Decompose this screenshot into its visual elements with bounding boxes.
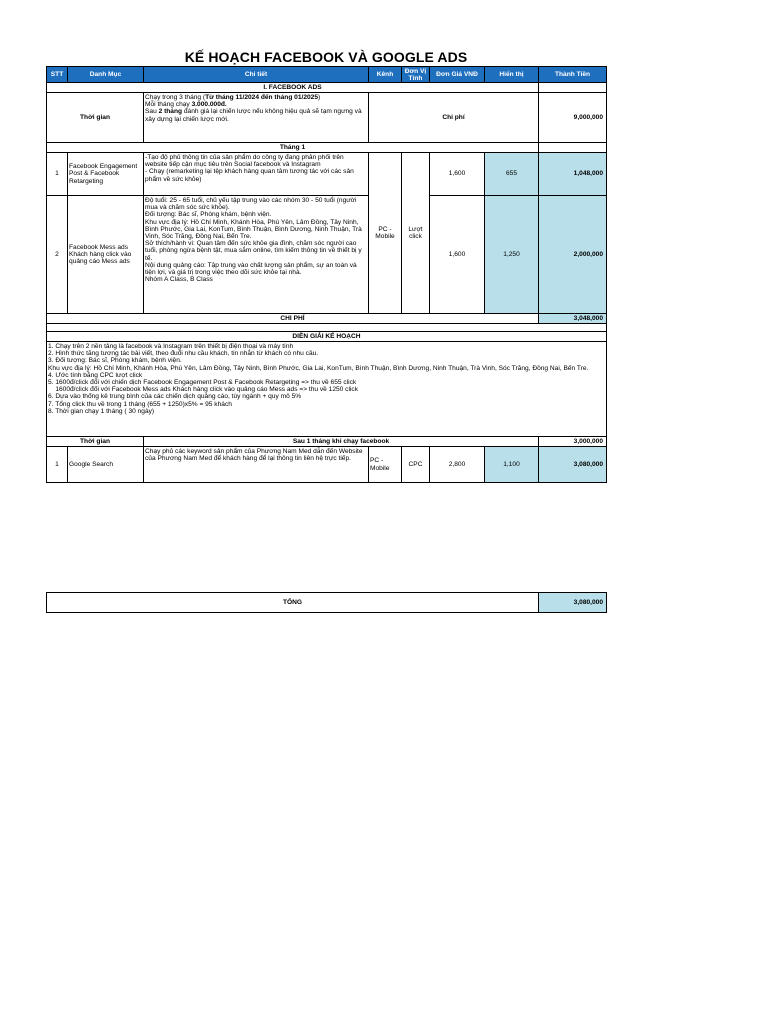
plan-line: 4. Ước tính bằng CPC lượt click [48, 371, 143, 379]
plan-line: 1600đ/click đối với Facebook Mess ads Khách hàng click vào quảng cáo Mess ads => thu về 1250 click [48, 386, 359, 394]
section-facebook-ads: I. FACEBOOK ADS [47, 83, 539, 93]
plan-line: Khu vực địa lý: Hồ Chí Minh, Khánh Hòa, Phú Yên, Lâm Đồng, Tây Ninh, Bình Phước, Gia Lai, KonTum, Bình Thuận, Bình Dương, Ninh Thuận, Trà Vinh, Sóc Trăng, Đồng Nai, Bến Tre. [48, 364, 589, 372]
header-price: Đơn Giá VNĐ [430, 67, 485, 83]
header-channel: Kênh [369, 67, 402, 83]
row-detail: -Tạo độ phủ thông tin của sản phẩm do công ty đang phân phối trên website tiếp cận mục tiêu trên Social facebook và Instagram - Chạy (remarketing lại tệp khách hàng quan tâm tương tác với các sản phẩm về sức khỏe) [144, 153, 369, 196]
plan-line: 5. 1600đ/click đối với chiến dịch Facebook Engagement Post & Facebook Retargeting => thu về 655 click [48, 379, 357, 387]
plan-table [46, 66, 607, 483]
header-detail: Chi tiết [144, 67, 369, 83]
row-detail: Chạy phủ các keyword sản phẩm của Phương Nam Med dẫn đến Website của Phương Nam Med để khách hàng để lại thông tin liên hệ trực tiếp. [144, 447, 369, 483]
row-category: Facebook Mess ads Khách hàng click vào quảng cáo Mess ads [68, 196, 144, 314]
cost-value: 9,000,000 [539, 93, 607, 143]
row-detail: Độ tuổi: 25 - 65 tuổi, chủ yếu tập trung vào các nhóm 30 - 50 tuổi (người mua và chăm sóc sức khỏe). Đối tượng: Bác sĩ, Phòng khám, bệnh viện. Khu vực địa lý: Hồ Chí Minh, Khánh Hòa, Phú Yên, Lâm Đồng, Tây Ninh, Bình Phước, Gia Lai, KonTum, Bình Thuận, Bình Dương, Ninh Thuận, Trà Vinh, Sóc Trăng, Đồng Nai, Bến Tre. Sở thích/hành vi: Quan tâm đến sức khỏe gia đình, chăm sóc người cao tuổi, phòng ngừa bệnh tật, mua sắm online, tìm kiếm thông tin về thiết bị y tế. Nội dung quảng cáo: Tập trung vào chất lượng sản phẩm, sự an toàn và tiện lợi, và giá trị trong việc theo dõi sức khỏe tại nhà. Nhóm A Class, B Class [144, 196, 369, 314]
google-after-value: 3,000,000 [539, 437, 607, 447]
google-time-label: Thời gian [47, 437, 144, 447]
row-price: 2,800 [430, 447, 485, 483]
time-label: Thời gian [47, 93, 144, 143]
row-channel: PC - Mobile [369, 153, 402, 314]
table-row [47, 153, 607, 196]
row-channel: PC - Mobile [369, 447, 402, 483]
header-unit: Đơn Vị Tính [402, 67, 430, 83]
month-label: Tháng 1 [47, 143, 539, 153]
plan-title: DIỄN GIẢI KẾ HOẠCH [47, 332, 607, 342]
plan-line: 3. Đối tượng: Bác sĩ, Phòng khám, bệnh viện. [48, 357, 182, 365]
row-amount: 1,048,000 [539, 153, 607, 196]
row-stt: 2 [47, 196, 68, 314]
plan-notes [47, 342, 607, 437]
chiphi-label: CHI PHÍ [47, 314, 539, 324]
row-category: Facebook Engagement Post & Facebook Retargeting [68, 153, 144, 196]
row-stt: 1 [47, 447, 68, 483]
header-amount: Thành Tiền [539, 67, 607, 83]
row-amount: 2,000,000 [539, 196, 607, 314]
total-label: TỔNG [47, 593, 539, 613]
plan-line: 2. Hình thức tăng tương tác bài viết, theo đuổi nhu cầu khách, tin nhắn từ khách có nhu cầu. [48, 350, 319, 358]
row-stt: 1 [47, 153, 68, 196]
row-display: 1,250 [485, 196, 539, 314]
row-category: Google Search [68, 447, 144, 483]
header-display: Hiển thị [485, 67, 539, 83]
plan-line: 1. Chạy trên 2 nền tảng là facebook và Instagram trên thiết bị điện thoại và máy tính [48, 343, 294, 350]
header-stt: STT [47, 67, 68, 83]
row-display: 1,100 [485, 447, 539, 483]
plan-line: 8. Thời gian chạy 1 tháng ( 30 ngày) [48, 407, 155, 415]
total-table [46, 592, 607, 613]
row-amount: 3,080,000 [539, 447, 607, 483]
google-after-label: Sau 1 tháng khi chạy facebook [144, 437, 539, 447]
header-category: Danh Mục [68, 67, 144, 83]
cost-label: Chi phí [369, 93, 539, 143]
chiphi-value: 3,048,000 [539, 314, 607, 324]
row-price: 1,600 [430, 153, 485, 196]
header-row [47, 67, 607, 83]
row-price: 1,600 [430, 196, 485, 314]
time-detail: Chạy trong 3 tháng (Từ tháng 11/2024 đến tháng 01/2025) Mỗi tháng chạy 3.000.000đ. Sau 2 tháng đánh giá lại chiến lược nếu không hiệu quả sẽ tạm ngưng và xây dựng lại chiến lược mới. [144, 93, 369, 143]
row-unit: Lượt click [402, 153, 430, 314]
plan-line: 6. Dựa vào thống kê trung bình của các chiến dịch quảng cáo, tùy ngành + quy mô 5% [48, 393, 302, 401]
table-row [47, 447, 607, 483]
plan-line: 7. Tổng click thu về trong 1 tháng (655 + 1250)x5% = 95 khách [48, 400, 232, 408]
row-display: 655 [485, 153, 539, 196]
total-value: 3,080,000 [539, 593, 607, 613]
page-title: KẾ HOẠCH FACEBOOK VÀ GOOGLE ADS [184, 49, 468, 65]
row-unit: CPC [402, 447, 430, 483]
table-row [47, 196, 607, 314]
